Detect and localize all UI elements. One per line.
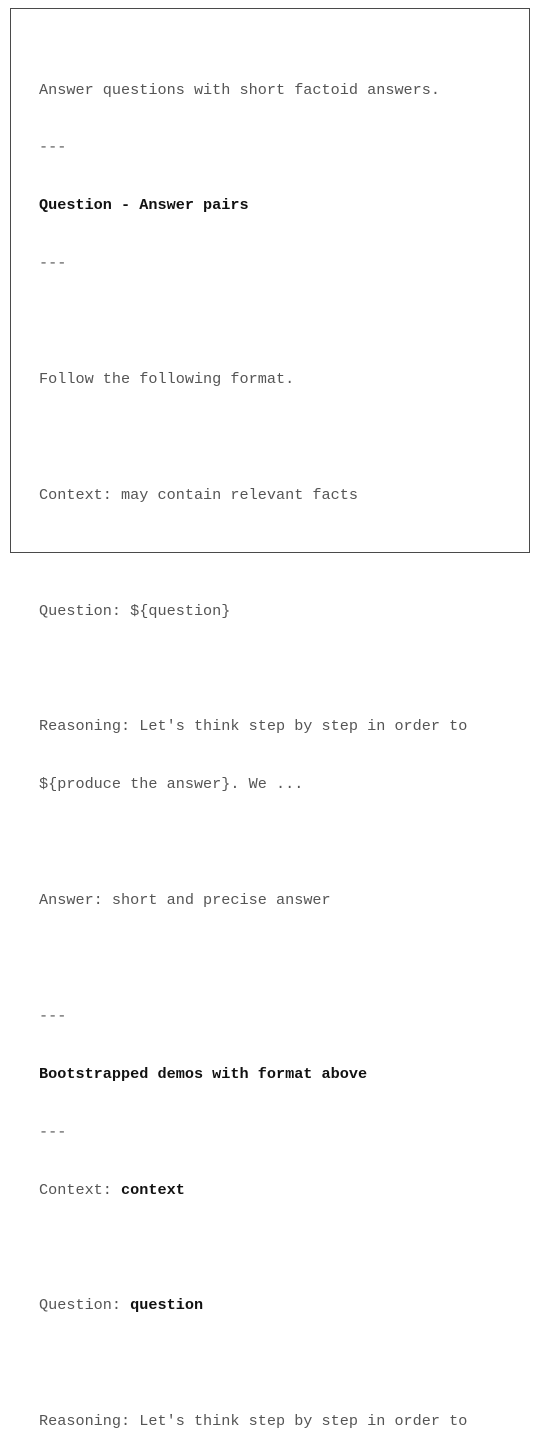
follow-format-line: Follow the following format. (39, 370, 295, 389)
blank-line (39, 1238, 467, 1257)
answer-format-line (39, 891, 467, 910)
context-format-line (39, 486, 467, 505)
answer-prefix: Answer: (39, 891, 112, 910)
blank-line (39, 428, 467, 447)
question-description: ${question} (130, 601, 231, 620)
blank-line (39, 833, 467, 852)
context-prefix: Context: (39, 485, 122, 504)
demo-question-line (39, 1296, 467, 1315)
blank-line (39, 949, 467, 968)
separator-line: --- (39, 138, 67, 157)
demo-context-value: context (121, 1180, 185, 1199)
separator-line: --- (39, 254, 67, 273)
section-heading-demos: Bootstrapped demos with format above (39, 1064, 368, 1083)
blank-line (39, 544, 467, 563)
demo-question-prefix: Question: (39, 1296, 131, 1315)
blank-line (39, 312, 467, 331)
instruction-line: Answer questions with short factoid answers. (39, 80, 441, 99)
separator-line: --- (39, 1122, 67, 1141)
question-format-line (39, 602, 467, 621)
context-description: may contain relevant facts (121, 485, 358, 504)
reasoning-format-continuation: ${produce the answer}. We ... (39, 775, 304, 794)
separator-line: --- (39, 1006, 67, 1025)
demo-context-prefix: Context: (39, 1180, 122, 1199)
blank-line (39, 660, 467, 679)
section-heading-pairs: Question - Answer pairs (39, 196, 249, 215)
answer-description: short and precise answer (111, 891, 331, 910)
blank-line (39, 1354, 467, 1373)
demo-context-line (39, 1181, 467, 1200)
question-prefix: Question: (39, 601, 131, 620)
demo-question-value: question (130, 1296, 204, 1315)
prompt-text-block (39, 42, 467, 1451)
demo-reasoning-line: Reasoning: Let's think step by step in order to (39, 1412, 468, 1431)
reasoning-format-line: Reasoning: Let's think step by step in order to (39, 717, 468, 736)
